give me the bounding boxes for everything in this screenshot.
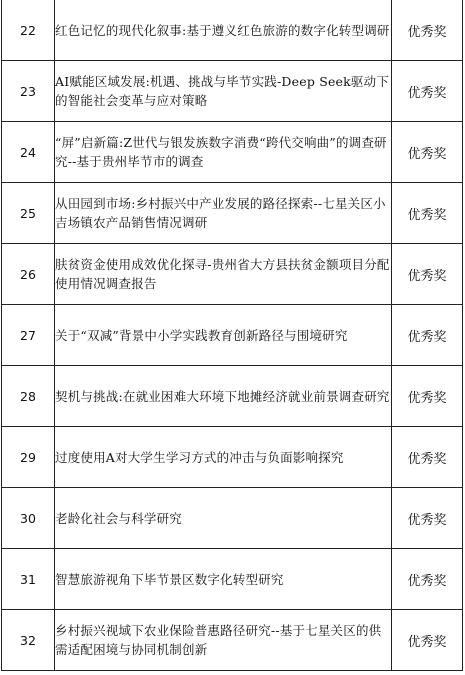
table-row [2,0,463,61]
award-level: 优秀奖 [392,610,463,671]
project-title: 红色记忆的现代化叙事:基于遵义红色旅游的数字化转型调研 [55,0,392,61]
row-number: 23 [2,61,55,122]
award-level: 优秀奖 [392,244,463,305]
award-level: 优秀奖 [392,61,463,122]
project-title: AI赋能区域发展:机遇、挑战与毕节实践-Deep Seek驱动下的智能社会变革与应对策略 [55,61,392,122]
project-title: 智慧旅游视角下毕节景区数字化转型研究 [55,549,392,610]
project-title: 从田园到市场:乡村振兴中产业发展的路径探索--七星关区小吉场镇农产品销售情况调研 [55,183,392,244]
table-row [2,122,463,183]
award-level: 优秀奖 [392,183,463,244]
row-number: 26 [2,244,55,305]
table-row [2,610,463,671]
award-level: 优秀奖 [392,366,463,427]
row-number: 22 [2,0,55,61]
table-row [2,366,463,427]
row-number: 30 [2,488,55,549]
row-number: 28 [2,366,55,427]
table-row [2,549,463,610]
award-level: 优秀奖 [392,549,463,610]
table-row [2,305,463,366]
table-row [2,244,463,305]
row-number: 27 [2,305,55,366]
award-level: 优秀奖 [392,488,463,549]
project-title: 过度使用A对大学生学习方式的冲击与负面影响探究 [55,427,392,488]
project-title: 关于“双减”背景中小学实践教育创新路径与围境研究 [55,305,392,366]
row-number: 31 [2,549,55,610]
project-title: 乡村振兴视域下农业保险普惠路径研究--基于七星关区的供需适配困境与协同机制创新 [55,610,392,671]
project-title: 老龄化社会与科学研究 [55,488,392,549]
row-number: 24 [2,122,55,183]
row-number: 32 [2,610,55,671]
row-number: 25 [2,183,55,244]
awards-table [1,0,463,671]
award-level: 优秀奖 [392,122,463,183]
award-level: 优秀奖 [392,427,463,488]
project-title: 契机与挑战:在就业困难大环境下地摊经济就业前景调查研究 [55,366,392,427]
award-level: 优秀奖 [392,0,463,61]
table-row [2,427,463,488]
table-row [2,183,463,244]
project-title: 肤贫资金使用成效优化探寻-贵州省大方县扶贫金额项目分配使用情况调查报告 [55,244,392,305]
project-title: “屏”启新篇:Z世代与银发族数字消费“跨代交响曲”的调查研究--基于贵州毕节市的调查 [55,122,392,183]
table-row [2,61,463,122]
row-number: 29 [2,427,55,488]
table-row [2,488,463,549]
award-level: 优秀奖 [392,305,463,366]
